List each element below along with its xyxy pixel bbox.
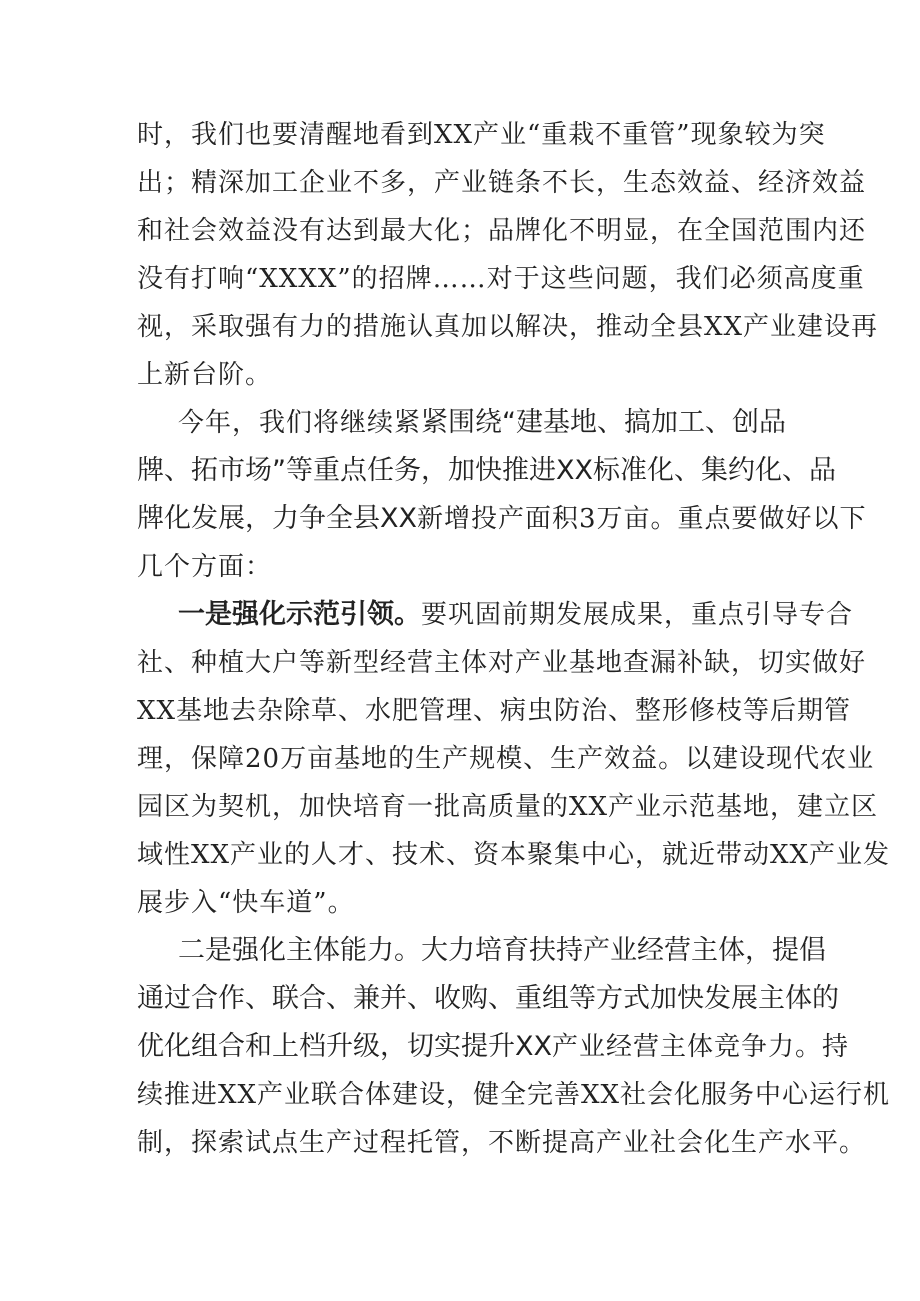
paragraph-1-line-5: 视，采取强有力的措施认真加以解决，推动全县XX产业建设再 <box>137 312 879 342</box>
paragraph-2-line-4: 几个方面： <box>137 552 273 582</box>
paragraph-2-line-3 <box>137 502 867 536</box>
paragraph-1-line-3: 和社会效益没有达到最大化；品牌化不明显，在全国范围内还 <box>137 216 867 246</box>
paragraph-2-line-1-part-a: 今年，我们将继续紧 <box>178 408 422 438</box>
paragraph-4-line-5: 制，探索试点生产过程托管，不断提高产业社会化生产水平。 <box>137 1128 867 1158</box>
paragraph-1-line-4: 没有打响“XXXX”的招牌……对于这些问题，我们必须高度重 <box>137 264 865 294</box>
paragraph-4-line-1: 二是强化主体能力。大力培育扶持产业经营主体，提倡 <box>178 935 826 966</box>
paragraph-3-line-3: XX基地去杂除草、水肥管理、病虫防治、整形修枝等后期管 <box>137 696 852 726</box>
paragraph-4-line-2: 通过合作、联合、兼并、收购、重组等方式加快发展主体的 <box>137 983 839 1014</box>
paragraph-4-line-3 <box>137 1030 849 1064</box>
paragraph-2-line-2: 牌、拓市场”等重点任务，加快推进XX标准化、集约化、品 <box>137 455 836 486</box>
paragraph-4-line-3-part-b: 产业经营主体竞争力。持 <box>552 1032 850 1062</box>
paragraph-4-line-3-part-a: 优化组合和上档升级，切实提升XX <box>137 1031 552 1062</box>
paragraph-1-line-2: 出；精深加工企业不多，产业链条不长，生态效益、经济效益 <box>137 168 867 198</box>
paragraph-3-line-2: 社、种植大户等新型经营主体对产业基地查漏补缺，切实做好 <box>137 648 867 678</box>
paragraph-1-line-1: 时，我们也要清醒地看到XX产业“重栽不重管”现象较为突 <box>137 120 826 150</box>
paragraph-3-line-1-rest: 要巩固前期发展成果，重点引导专合 <box>421 600 854 630</box>
paragraph-3-lead-heading: 一是强化示范引领。 <box>178 599 421 630</box>
paragraph-2-line-1 <box>178 406 786 440</box>
paragraph-4-line-4: 续推进XX产业联合体建设，健全完善XX社会化服务中心运行机 <box>137 1080 891 1110</box>
paragraph-2-line-3-part-b: 新增投产面积3万亩。重点要做好以下 <box>417 504 867 534</box>
paragraph-3-line-1 <box>178 598 853 632</box>
paragraph-3-line-5: 园区为契机，加快培育一批高质量的XX产业示范基地，建立区 <box>137 792 879 822</box>
paragraph-3-line-4: 理，保障20万亩基地的生产规模、生产效益。以建设现代农业 <box>137 744 875 774</box>
paragraph-2-line-3-part-a: 牌化发展，力争全县XX <box>137 503 417 534</box>
paragraph-3-line-7: 展步入“快车道”。 <box>137 888 355 918</box>
paragraph-3-line-6: 域性XX产业的人才、技术、资本聚集中心，就近带动XX产业发 <box>137 840 891 870</box>
paragraph-1-line-6: 上新台阶。 <box>137 360 273 390</box>
paragraph-2-line-1-part-b: 紧围绕“建基地、搞加工、创品 <box>421 407 787 438</box>
